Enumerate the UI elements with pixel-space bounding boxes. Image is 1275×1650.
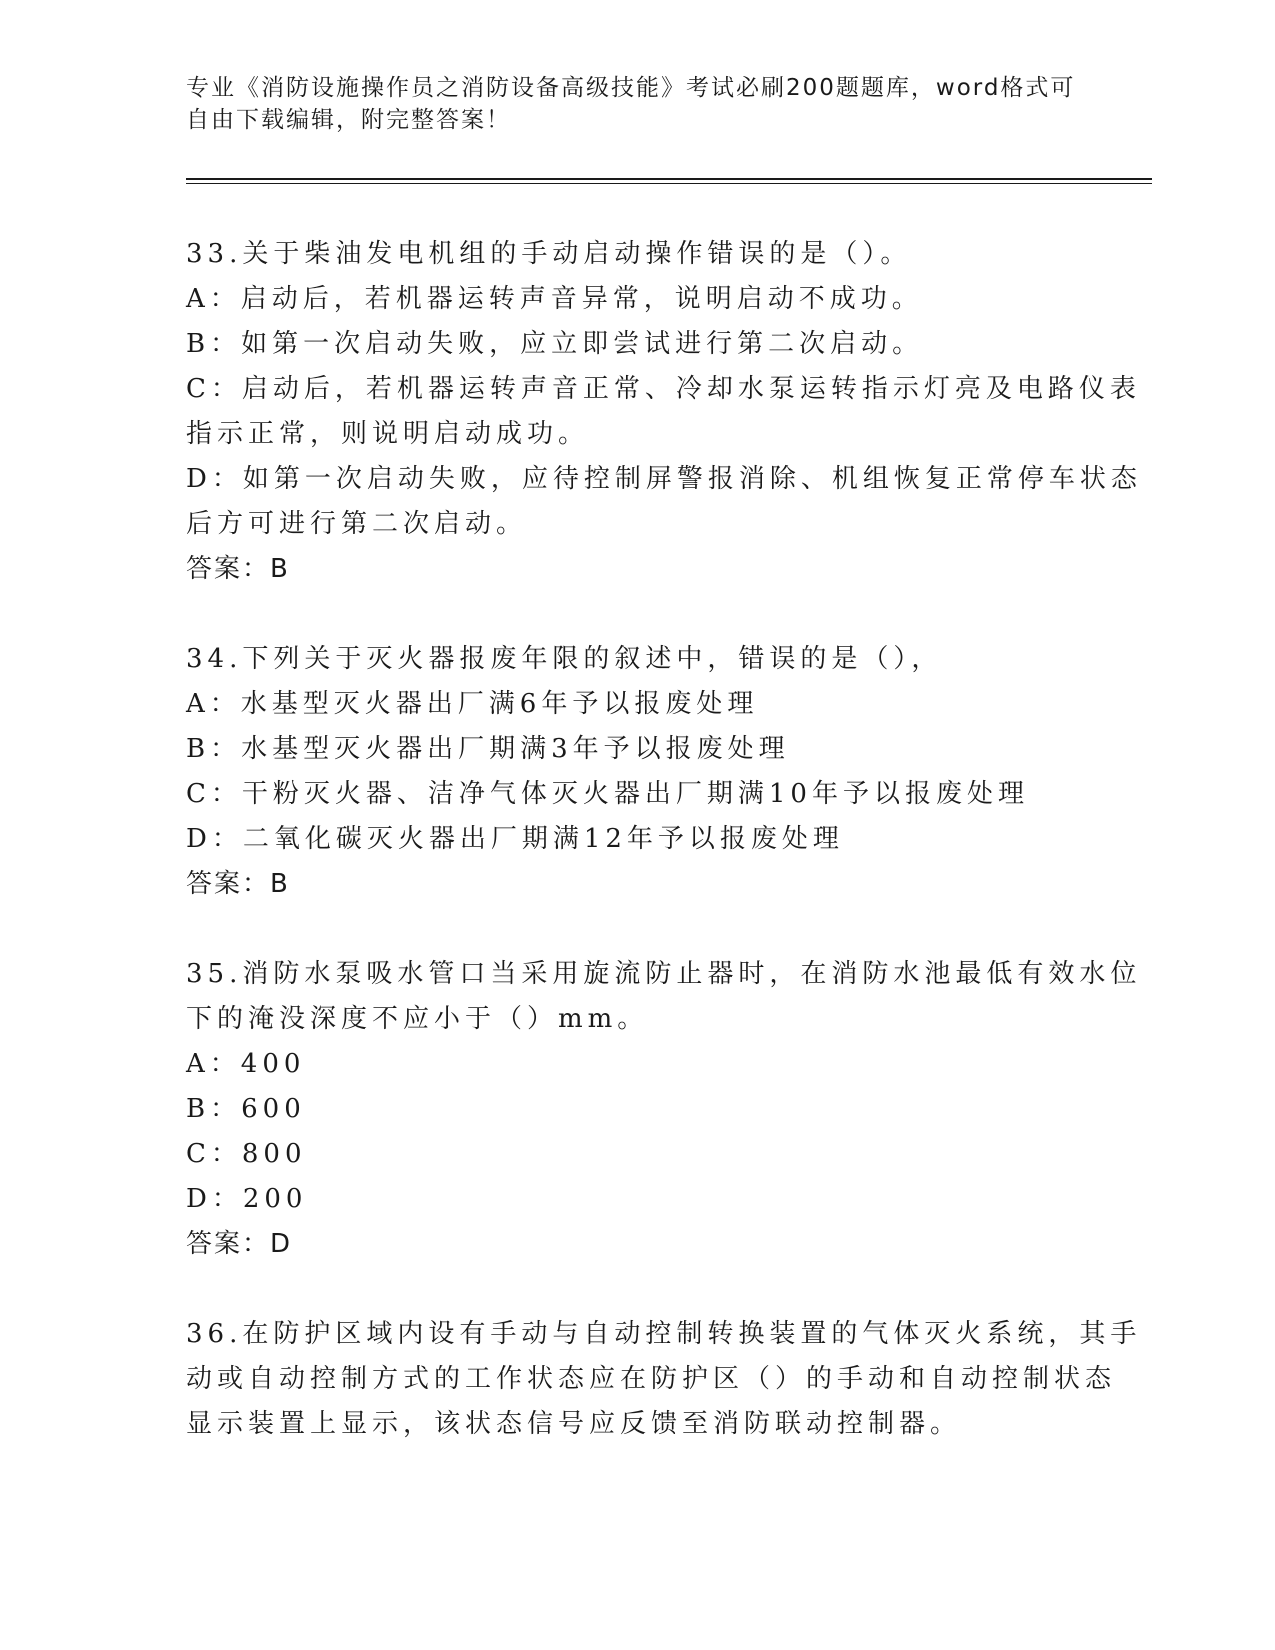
header-divider-top: [186, 178, 1152, 180]
answer: 答案：B: [186, 554, 290, 584]
option-b: B：如第一次启动失败，应立即尝试进行第二次启动。: [186, 329, 924, 359]
question-stem-continued: 显示装置上显示，该状态信号应反馈至消防联动控制器。: [186, 1409, 962, 1439]
option-a: A：水基型灭火器出厂满6年予以报废处理: [186, 689, 759, 719]
question-stem: 34.下列关于灭火器报废年限的叙述中，错误的是（），: [186, 644, 943, 674]
option-d: D：二氧化碳灭火器出厂期满12年予以报废处理: [186, 824, 844, 854]
answer: 答案：D: [186, 1229, 293, 1259]
question-stem: 35.消防水泵吸水管口当采用旋流防止器时，在消防水池最低有效水位: [186, 959, 1142, 989]
header-line-1: 专业《消防设施操作员之消防设备高级技能》考试必刷200题题库，word格式可: [186, 75, 1076, 101]
question-stem: 33.关于柴油发电机组的手动启动操作错误的是（）。: [186, 239, 912, 269]
question-stem-continued: 下的淹没深度不应小于（）mm。: [186, 1004, 649, 1034]
header-line-2: 自由下载编辑，附完整答案！: [186, 107, 511, 133]
option-c: C：800: [186, 1139, 307, 1169]
option-d: D：200: [186, 1184, 308, 1214]
option-a: A：启动后，若机器运转声音异常，说明启动不成功。: [186, 284, 923, 314]
answer: 答案：B: [186, 869, 290, 899]
option-a: A：400: [186, 1049, 306, 1079]
header-divider-bottom: [186, 183, 1152, 184]
option-c: C：干粉灭火器、洁净气体灭火器出厂期满10年予以报废处理: [186, 779, 1029, 809]
question-stem-continued: 动或自动控制方式的工作状态应在防护区（）的手动和自动控制状态: [186, 1364, 1117, 1394]
option-b: B：600: [186, 1094, 306, 1124]
option-c-continued: 指示正常，则说明启动成功。: [186, 419, 590, 449]
option-d-continued: 后方可进行第二次启动。: [186, 509, 528, 539]
option-b: B：水基型灭火器出厂期满3年予以报废处理: [186, 734, 790, 764]
question-stem: 36.在防护区域内设有手动与自动控制转换装置的气体灭火系统，其手: [186, 1319, 1142, 1349]
option-c: C：启动后，若机器运转声音正常、冷却水泵运转指示灯亮及电路仪表: [186, 374, 1141, 404]
option-d: D：如第一次启动失败，应待控制屏警报消除、机组恢复正常停车状态: [186, 464, 1142, 494]
